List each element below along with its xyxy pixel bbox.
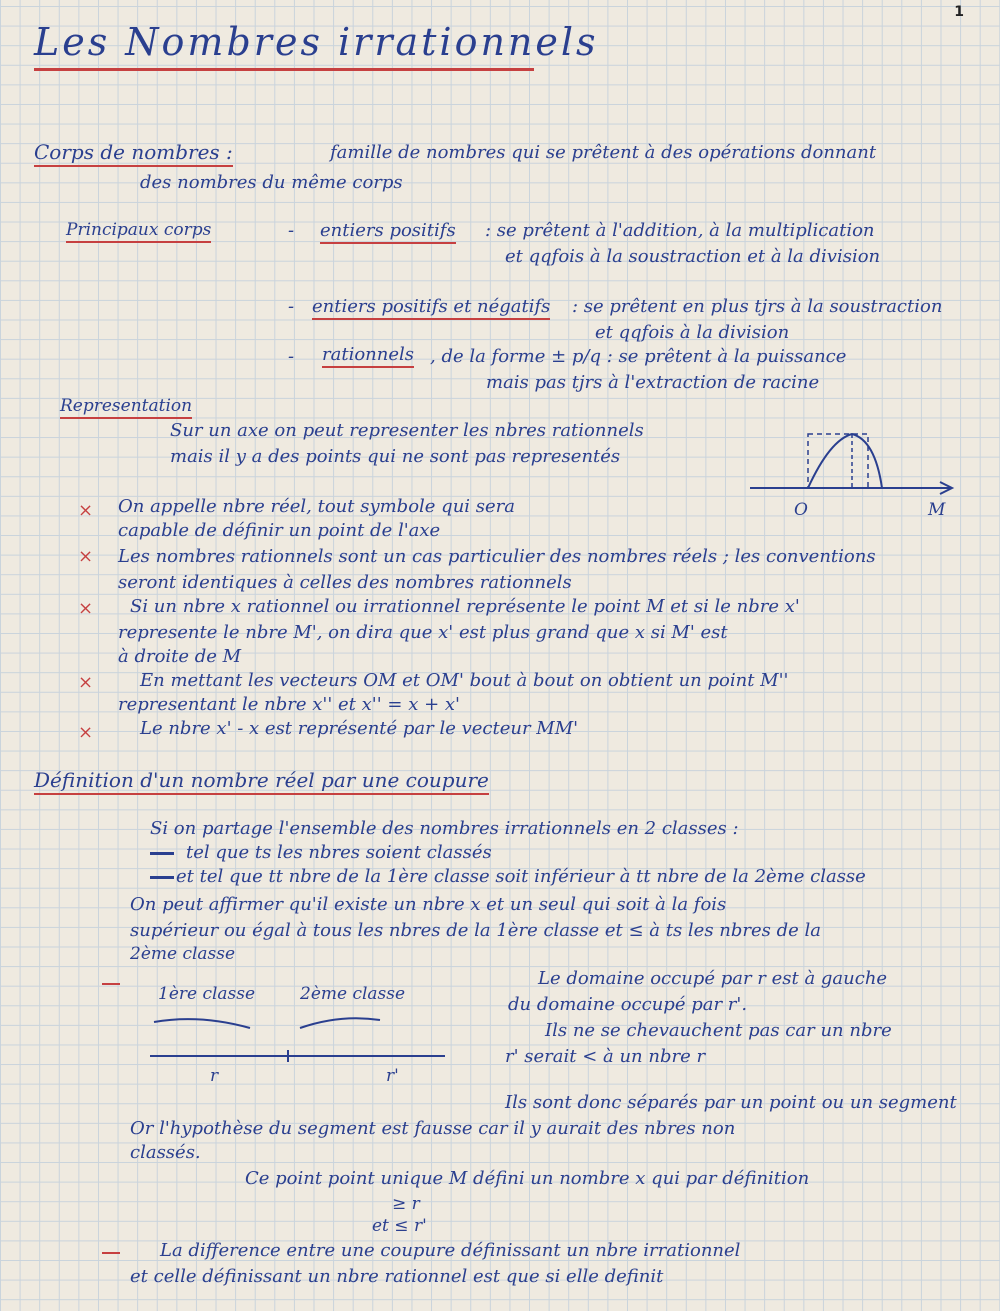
- dash-2: -: [288, 296, 295, 317]
- corps-def-1: famille de nombres qui se prêtent à des opérations donnant: [330, 142, 877, 163]
- label-r-prime: r': [386, 1066, 399, 1086]
- bullet-1-line-1: On appelle nbre réel, tout symbole qui sera: [118, 496, 515, 517]
- right-line-4: r' serait < à un nbre r: [505, 1046, 706, 1067]
- corps-heading: Corps de nombres :: [34, 140, 233, 167]
- corps-item-2-desc-1: : se prêtent en plus tjrs à la soustraction: [572, 296, 943, 317]
- bullet-cross: ×: [78, 546, 94, 567]
- principaux-label: Principaux corps: [66, 220, 211, 243]
- bullet-1-line-2: capable de définir un point de l'axe: [118, 520, 441, 541]
- dash-mark: [102, 1252, 120, 1254]
- dash-1: -: [288, 220, 295, 241]
- hypothesis-line-1: Or l'hypothèse du segment est fausse car il y aurait des nbres non: [130, 1118, 736, 1139]
- axis-label-m: M: [928, 500, 946, 520]
- list-mark: [150, 876, 174, 879]
- list-mark: [150, 852, 174, 855]
- corps-item-3-desc-2: mais pas tjrs à l'extraction de racine: [486, 372, 820, 393]
- definition-line-3: et tel que tt nbre de la 1ère classe soit inférieur à tt nbre de la 2ème classe: [176, 866, 866, 887]
- title-underline: [34, 68, 534, 71]
- corps-item-3-name: rationnels: [322, 344, 414, 368]
- corps-item-2-desc-2: et qqfois à la division: [595, 322, 790, 343]
- representation-line-1: Sur un axe on peut representer les nbres rationnels: [170, 420, 644, 441]
- bullet-cross: ×: [78, 722, 94, 743]
- class1-label: 1ère classe: [158, 984, 256, 1004]
- bullet-2-line-1: Les nombres rationnels sont un cas particulier des nombres réels ; les conventions: [118, 546, 876, 567]
- cut-diagram: [140, 1010, 460, 1080]
- bullet-cross: ×: [78, 500, 94, 521]
- right-line-1: Le domaine occupé par r est à gauche: [538, 968, 888, 989]
- page-title: Les Nombres irrationnels: [34, 20, 599, 64]
- bullet-5-line-1: Le nbre x' - x est représenté par le vecteur MM': [140, 718, 579, 739]
- class2-label: 2ème classe: [300, 984, 406, 1004]
- bullet-2-line-2: seront identiques à celles des nombres rationnels: [118, 572, 572, 593]
- bullet-3-line-2: represente le nbre M', on dira que x' est plus grand que x si M' est: [118, 622, 728, 643]
- bullet-3-line-3: à droite de M: [118, 646, 242, 667]
- definition-line-5: supérieur ou égal à tous les nbres de la 1ère classe et ≤ à ts les nbres de la: [130, 920, 821, 941]
- corps-item-2-name: entiers positifs et négatifs: [312, 296, 550, 320]
- page-number: 1: [954, 4, 964, 20]
- axis-label-o: O: [794, 500, 808, 520]
- bullet-4-line-1: En mettant les vecteurs OM et OM' bout à bout on obtient un point M'': [140, 670, 789, 691]
- right-line-3: Ils ne se chevauchent pas car un nbre: [545, 1020, 892, 1041]
- unique-point-line: Ce point point unique M défini un nombre x qui par définition: [245, 1168, 810, 1189]
- corps-def-2: des nombres du même corps: [140, 172, 403, 193]
- bullet-cross: ×: [78, 672, 94, 693]
- separated-line: Ils sont donc séparés par un point ou un segment: [505, 1092, 957, 1113]
- corps-item-1-desc-2: et qqfois à la soustraction et à la division: [505, 246, 881, 267]
- definition-heading: Définition d'un nombre réel par une coupure: [34, 768, 489, 795]
- definition-line-6: 2ème classe: [130, 944, 236, 964]
- dash-mark: [102, 983, 120, 985]
- representation-heading: Representation: [60, 396, 192, 419]
- corps-item-1-name: entiers positifs: [320, 220, 456, 244]
- representation-line-2: mais il y a des points qui ne sont pas representés: [170, 446, 621, 467]
- le-line: et ≤ r': [372, 1216, 427, 1236]
- label-r: r: [210, 1066, 219, 1086]
- dash-3: -: [288, 346, 295, 367]
- difference-line-1: La difference entre une coupure définissant un nbre irrationnel: [160, 1240, 741, 1261]
- corps-item-3-desc-1: , de la forme ± p/q : se prêtent à la puissance: [430, 346, 847, 367]
- definition-line-1: Si on partage l'ensemble des nombres irrationnels en 2 classes :: [150, 818, 739, 839]
- difference-line-2: et celle définissant un nbre rationnel est que si elle definit: [130, 1266, 664, 1287]
- corps-item-1-desc-1: : se prêtent à l'addition, à la multiplication: [485, 220, 875, 241]
- definition-line-4: On peut affirmer qu'il existe un nbre x et un seul qui soit à la fois: [130, 894, 727, 915]
- bullet-3-line-1: Si un nbre x rationnel ou irrationnel représente le point M et si le nbre x': [130, 596, 800, 617]
- right-line-2: du domaine occupé par r'.: [508, 994, 748, 1015]
- ge-line: ≥ r: [392, 1194, 420, 1214]
- bullet-cross: ×: [78, 598, 94, 619]
- definition-line-2: tel que ts les nbres soient classés: [186, 842, 492, 863]
- bullet-4-line-2: representant le nbre x'' et x'' = x + x': [118, 694, 460, 715]
- hypothesis-line-2: classés.: [130, 1142, 201, 1163]
